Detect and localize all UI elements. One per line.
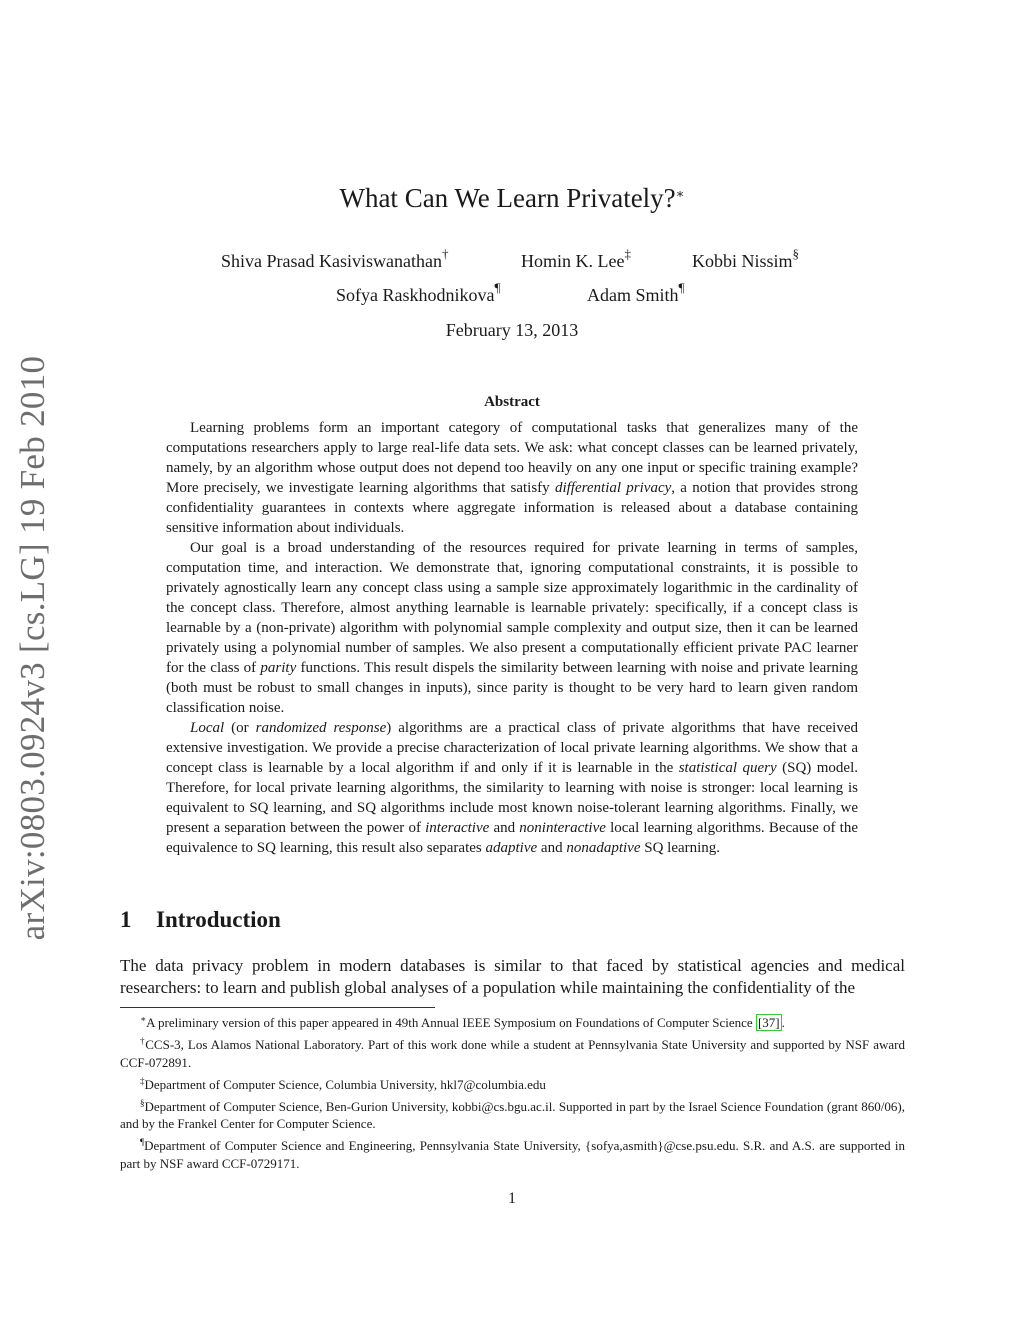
author-3: Kobbi Nissim§ xyxy=(692,246,800,271)
section-heading-introduction xyxy=(120,907,281,933)
intro-paragraph: The data privacy problem in modern databases is similar to that faced by statistical agencies and medical researchers: to learn and publish global analyses of a population while maintaining the confidentiality of the xyxy=(120,956,905,997)
page-number: 1 xyxy=(508,1190,516,1207)
author-2: Homin K. Lee‡ xyxy=(521,246,631,271)
arxiv-stamp-text: arXiv:0803.0924v3 [cs.LG] 19 Feb 2010 xyxy=(13,355,52,940)
citation-link[interactable]: [37] xyxy=(757,1015,780,1030)
abstract-paragraph-2: Our goal is a broad understanding of the resources required for private learning in terms of samples, computation time, and interaction. We demonstrate that, ignoring computational constraints, it is possible to privately agnostically learn any concept class using a sample size approximately logarithmic in the cardinality of the concept class. Therefore, almost anything learnable is learnable privately: specifically, if a concept class is learnable by a (non-private) algorithm with polynomial sample complexity and output size, then it can be learned privately using a polynomial number of samples. We also present a computationally efficient private PAC learner for the class of parity functions. This result dispels the similarity between learning with noise and private learning (both must be robust to small changes in inputs), since parity is thought to be very hard to learn given random classification noise. xyxy=(166,540,859,716)
paper-title xyxy=(0,183,1024,214)
footnote-rule xyxy=(120,1007,435,1008)
abstract-paragraph-1: Learning problems form an important category of computational tasks that generalizes many of the computations researchers apply to large real-life data sets. We ask: what concept classes can be learned privately, namely, by an algorithm whose output does not depend too heavily on any one input or specific training example? More precisely, we investigate learning algorithms that satisfy differential privacy, a notion that provides strong confidentiality guarantees in contexts where aggregate information is released about a database containing sensitive information about individuals. xyxy=(166,420,858,536)
footnote-5: ¶Department of Computer Science and Engineering, Pennsylvania State University, {sofya,asmith}@cse.psu.edu. S.R. and A.S. are supported in part by NSF award CCF-0729171. xyxy=(120,1137,905,1171)
author-1: Shiva Prasad Kasiviswanathan† xyxy=(221,246,449,271)
paper-date: February 13, 2013 xyxy=(445,320,579,340)
author-5: Adam Smith¶ xyxy=(587,280,685,305)
paper-title-text: What Can We Learn Privately? xyxy=(339,183,676,213)
footnote-2: †CCS-3, Los Alamos National Laboratory. Part of this work done while a student at Pennsylvania State University and supported by NSF award CCF-072891. xyxy=(120,1036,906,1070)
author-4: Sofya Raskhodnikova¶ xyxy=(336,280,501,305)
footnote-3: ‡Department of Computer Science, Columbia University, hkl7@columbia.edu xyxy=(140,1075,546,1092)
footnote-1: ∗A preliminary version of this paper appeared in 49th Annual IEEE Symposium on Foundations of Computer Science [37] . xyxy=(140,1014,785,1030)
footnote-4: §Department of Computer Science, Ben-Gurion University, kobbi@cs.bgu.ac.il. Supported in part by the Israel Science Foundation (grant 860/06), and by the Frankel Center for Computer Science. xyxy=(120,1097,905,1131)
section-title: Introduction xyxy=(156,907,281,932)
title-footnote-mark: ∗ xyxy=(675,186,685,201)
footnotes xyxy=(120,1011,905,1174)
abstract-paragraph-3: Local (or randomized response) algorithms are a practical class of private algorithms that have received extensive investigation. We provide a precise characterization of local private learning algorithms. We show that a concept class is learnable by a local algorithm if and only if it is learnable in the statistical query (SQ) model. Therefore, for local private learning algorithms, the similarity to learning with noise is stronger: local learning is equivalent to SQ learning, and SQ algorithms include most known noise-tolerant learning algorithms. Finally, we present a separation between the power of interactive and noninteractive local learning algorithms. Because of the equivalence to SQ learning, this result also separates adaptive and nonadaptive SQ learning. xyxy=(166,720,859,856)
abstract-heading: Abstract xyxy=(484,394,540,410)
section-number: 1 xyxy=(120,907,132,932)
abstract-body xyxy=(166,418,858,858)
arxiv-stamp xyxy=(3,355,63,940)
